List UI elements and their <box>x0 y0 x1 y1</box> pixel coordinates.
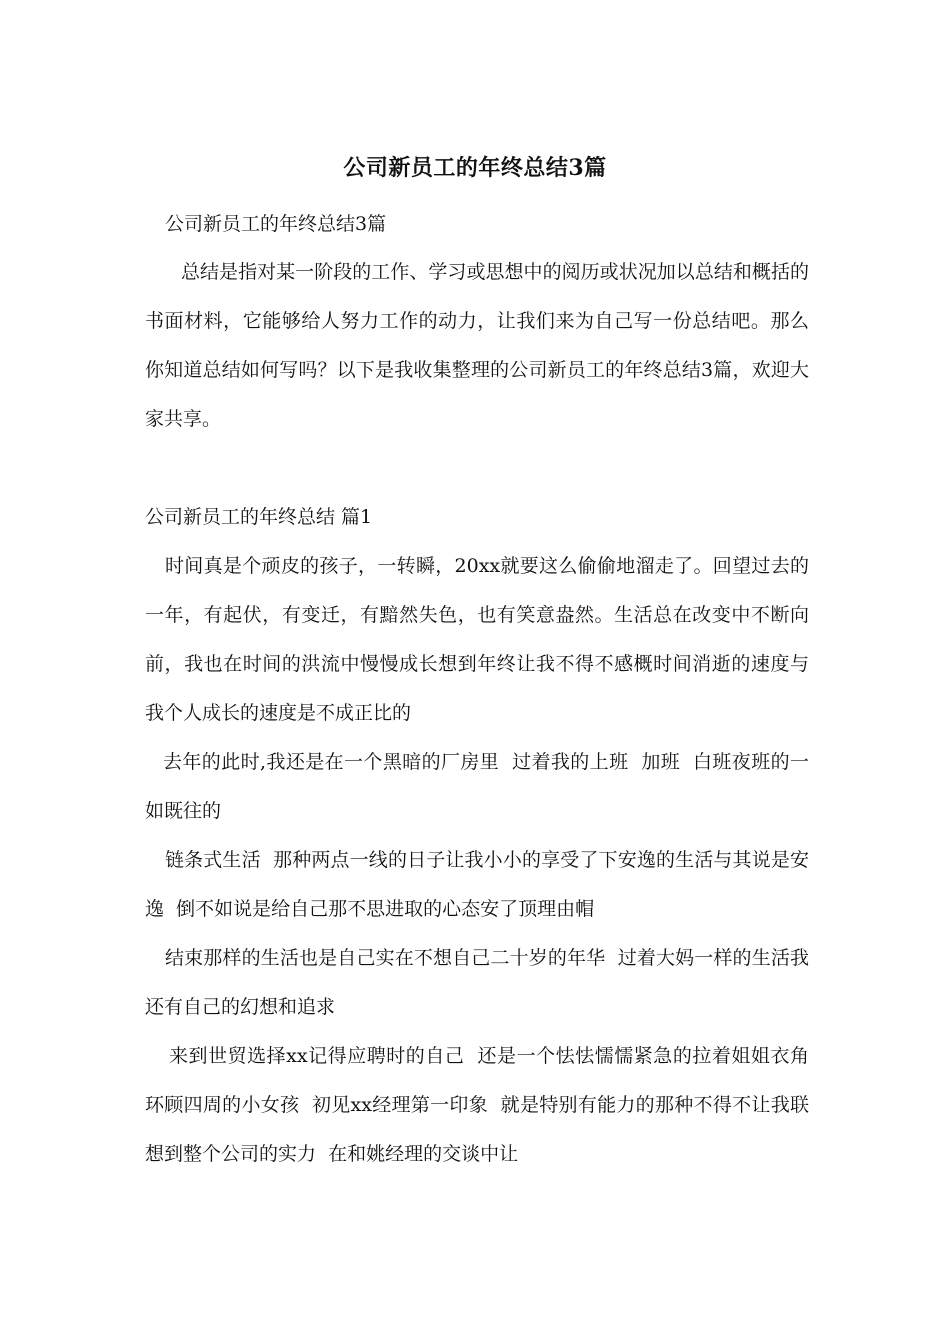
body-paragraph: 来到世贸选择xx记得应聘时的自己 还是一个怯怯懦懦紧急的拉着姐姐衣角环顾四周的小女孩 初见xx经理第一印象 就是特别有能力的那种不得不让我联想到整个公司的实力 在和姚经理的交谈中让 <box>145 1045 809 1165</box>
body-paragraph: 去年的此时,我还是在一个黑暗的厂房里 过着我的上班 加班 白班夜班的一如既往的 <box>145 751 809 822</box>
document-title: 公司新员工的年终总结3篇 <box>343 155 607 181</box>
body-paragraph: 链条式生活 那种两点一线的日子让我小小的享受了下安逸的生活与其说是安逸 倒不如说是给自己那不思进取的心态安了顶理由帽 <box>145 849 809 920</box>
body-paragraph: 时间真是个顽皮的孩子，一转瞬，20xx就要这么偷偷地溜走了。回望过去的一年，有起伏，有变迁，有黯然失色，也有笑意盎然。生活总在改变中不断向前，我也在时间的洪流中慢慢成长想到年终让我不得不感概时间消逝的速度与我个人成长的速度是不成正比的 <box>145 555 809 724</box>
body-paragraph: 结束那样的生活也是自己实在不想自己二十岁的年华 过着大妈一样的生活我还有自己的幻想和追求 <box>145 947 809 1018</box>
intro-paragraph: 总结是指对某一阶段的工作、学习或思想中的阅历或状况加以总结和概括的书面材料，它能够给人努力工作的动力，让我们来为自己写一份总结吧。那么你知道总结如何写吗？以下是我收集整理的公司新员工的年终总结3篇，欢迎大家共享。 <box>145 261 809 430</box>
document-subtitle: 公司新员工的年终总结3篇 <box>165 213 387 235</box>
section-heading: 公司新员工的年终总结 篇1 <box>145 506 373 528</box>
paragraph-spacer <box>145 444 809 493</box>
document-body <box>145 204 809 1179</box>
